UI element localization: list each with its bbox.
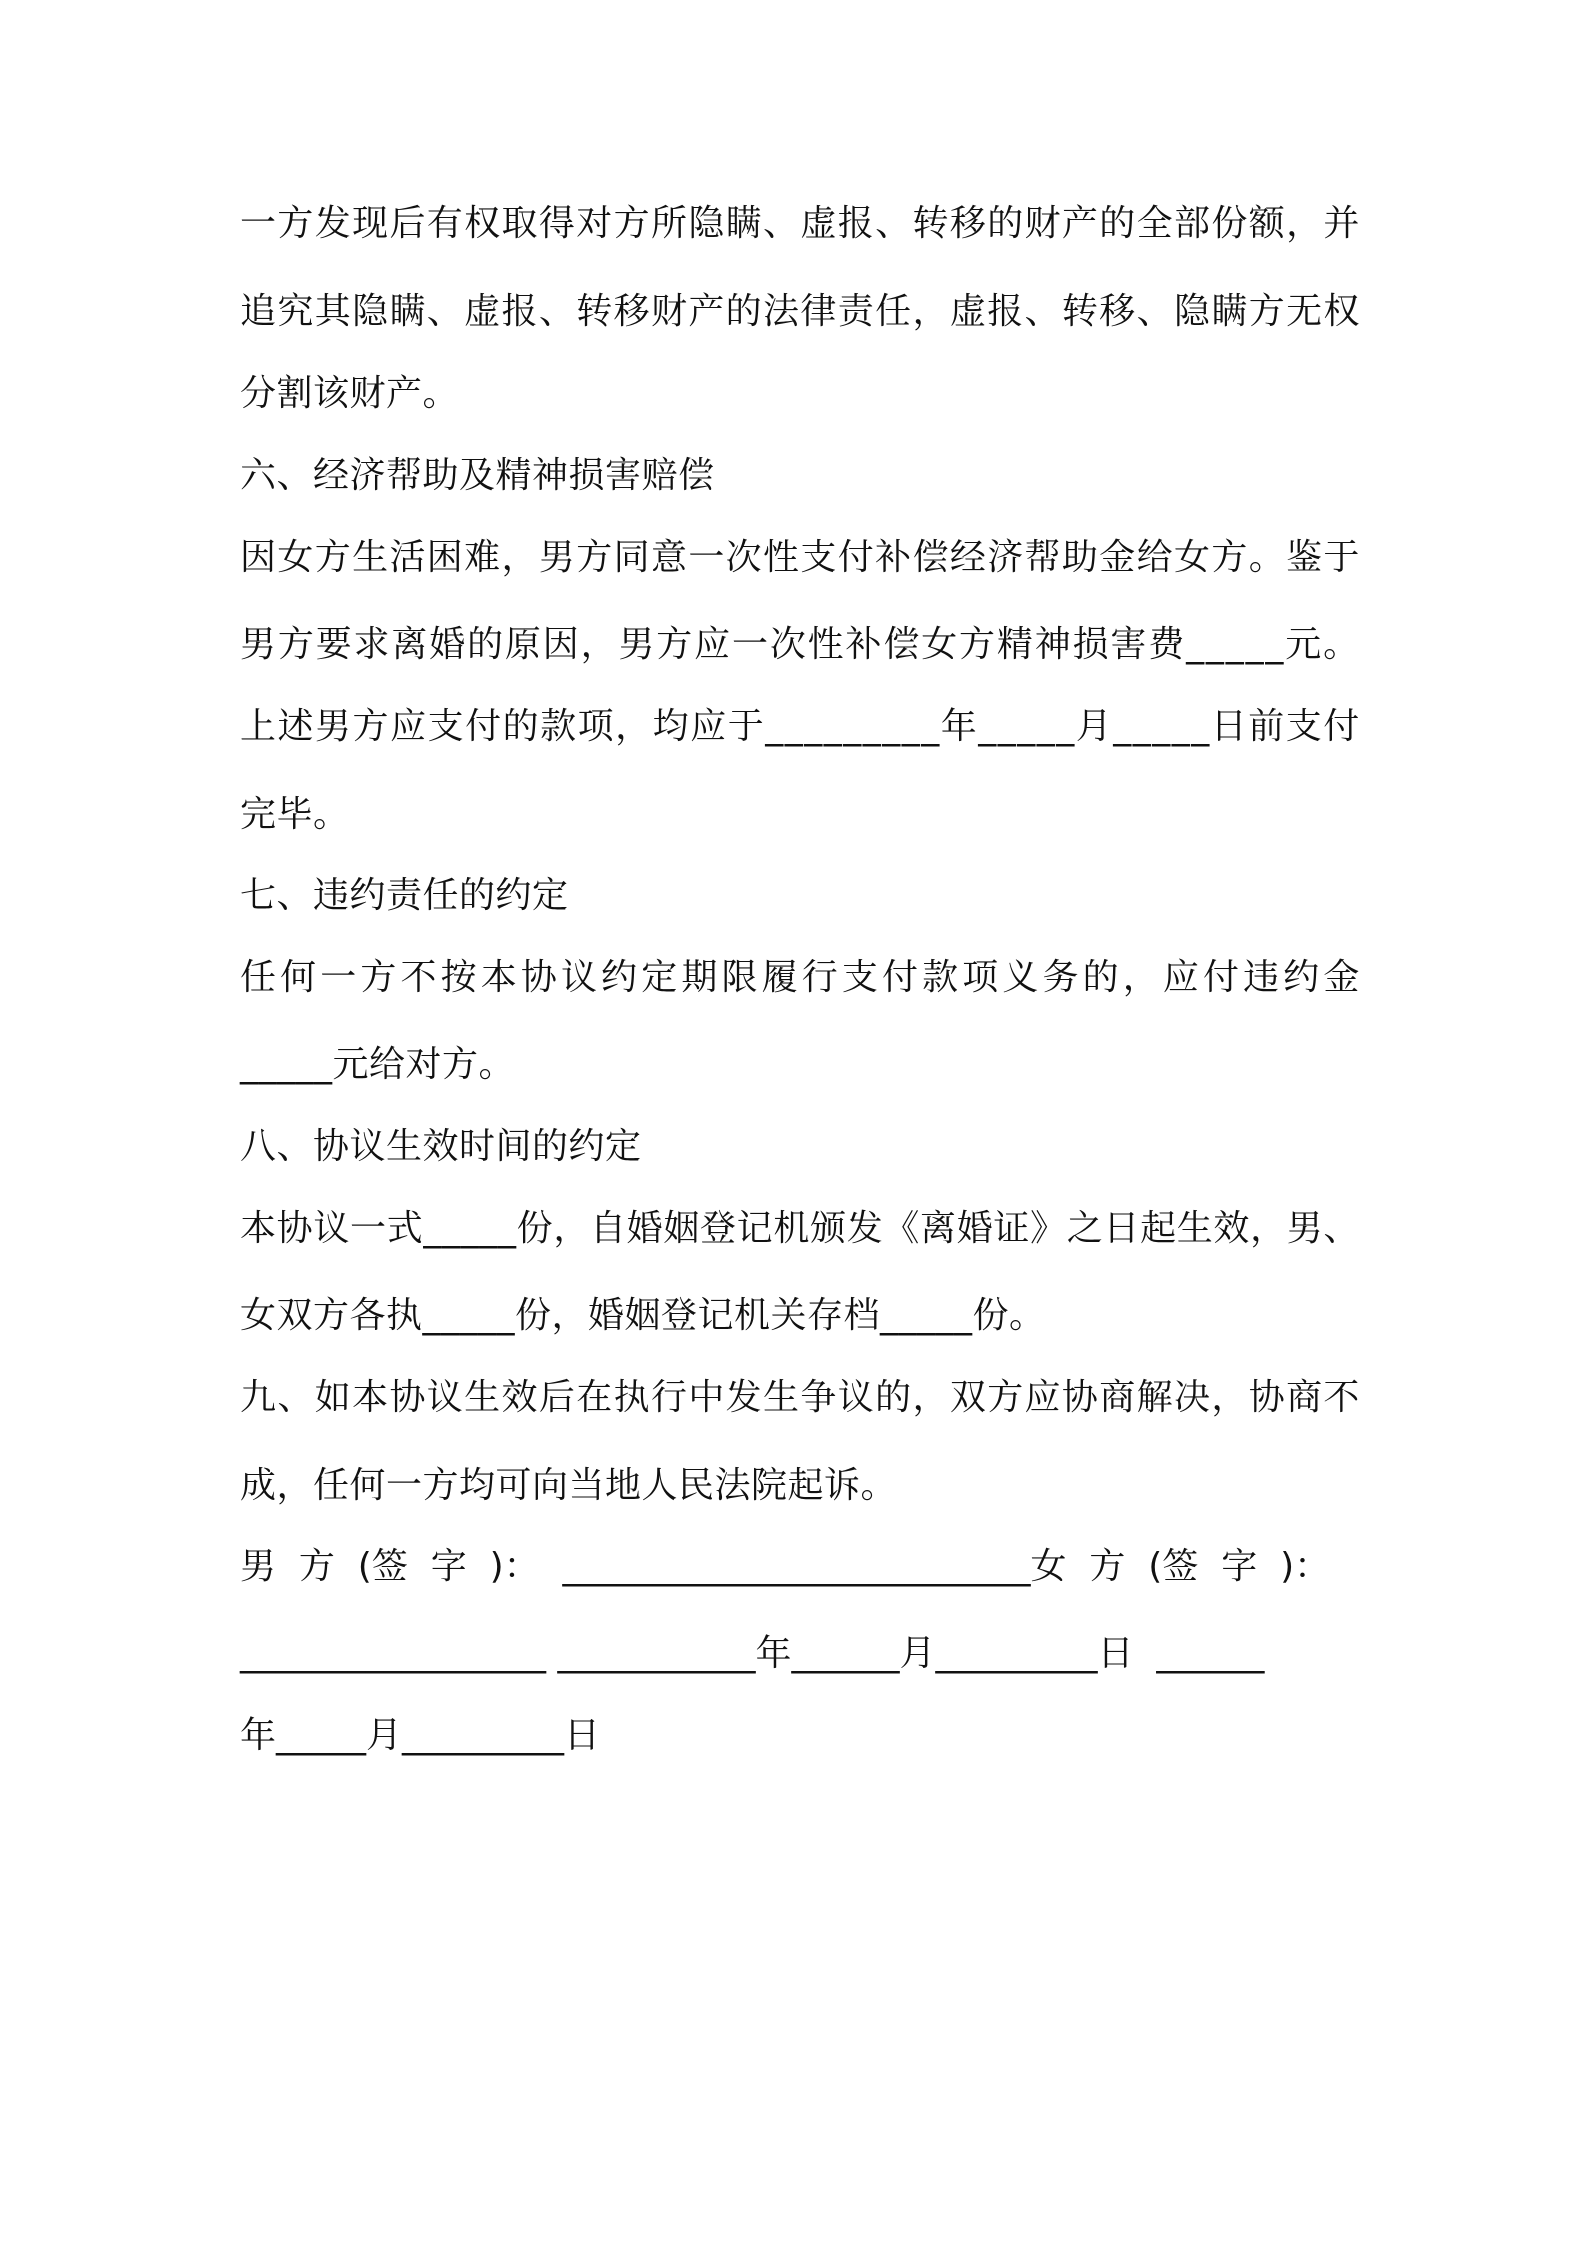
paragraph-line: 上 述 男 方 应 支 付 的 款 项 ， 均 应 于 _ _ _ _ _ _ _ _ _ 年 _ _ _ _ _ 月 _ _ _ _ _ 日 前 支 付 xyxy=(240,706,1360,747)
section-heading: 九 、 如 本 协 议 生 效 后 在 执 行 中 发 生 争 议 的 ， 双 方 应 协 商 解 决 ， 协 商 不 xyxy=(240,1377,1360,1418)
paragraph-line: 女双方各执_____份，婚姻登记机关存档_____份。 xyxy=(240,1295,1046,1336)
date-fields: _________________ ___________年______月_________日 ______ xyxy=(240,1633,1265,1674)
signature-labels: 男 方 (签 字 )： __________________________女 方 (签 字 )： xyxy=(240,1546,1331,1587)
section-heading: 七、违约责任的约定 xyxy=(240,875,569,916)
paragraph-line: 一 方 发 现 后 有 权 取 得 对 方 所 隐 瞒 、 虚 报 、 转 移 的 财 产 的 全 部 份 额 ， 并 xyxy=(240,203,1360,244)
paragraph-line: 追 究 其 隐 瞒 、 虚 报 、 转 移 财 产 的 法 律 责 任 ， 虚 报 、 转 移 、 隐 瞒 方 无 权 xyxy=(240,291,1360,332)
paragraph-line: 本 协 议 一 式 _ _ _ _ _ 份 ， 自 婚 姻 登 记 机 颁 发 《 离 婚 证 》 之 日 起 生 效 ， 男 、 xyxy=(240,1208,1360,1249)
paragraph-line: 完毕。 xyxy=(240,794,350,835)
paragraph-line: 因 女 方 生 活 困 难 ， 男 方 同 意 一 次 性 支 付 补 偿 经 济 帮 助 金 给 女 方 。 鉴 于 xyxy=(240,537,1360,578)
section-heading: 六、经济帮助及精神损害赔偿 xyxy=(240,455,715,496)
date-fields: 年_____月_________日 xyxy=(240,1715,600,1756)
section-heading: 八、协议生效时间的约定 xyxy=(240,1126,642,1167)
paragraph-line: 男 方 要 求 离 婚 的 原 因 ， 男 方 应 一 次 性 补 偿 女 方 精 神 损 害 费 _ _ _ _ _ 元 。 xyxy=(240,624,1360,665)
date-line xyxy=(240,1628,1360,1680)
paragraph-line: 分割该财产。 xyxy=(240,373,460,414)
date-line xyxy=(240,1710,1360,1762)
paragraph-line: 任 何 一 方 不 按 本 协 议 约 定 期 限 履 行 支 付 款 项 义 务 的 ， 应 付 违 约 金 xyxy=(240,957,1360,998)
paragraph-line: _____元给对方。 xyxy=(240,1044,516,1085)
signature-line xyxy=(240,1541,1360,1593)
paragraph-line: 成，任何一方均可向当地人民法院起诉。 xyxy=(240,1465,898,1506)
